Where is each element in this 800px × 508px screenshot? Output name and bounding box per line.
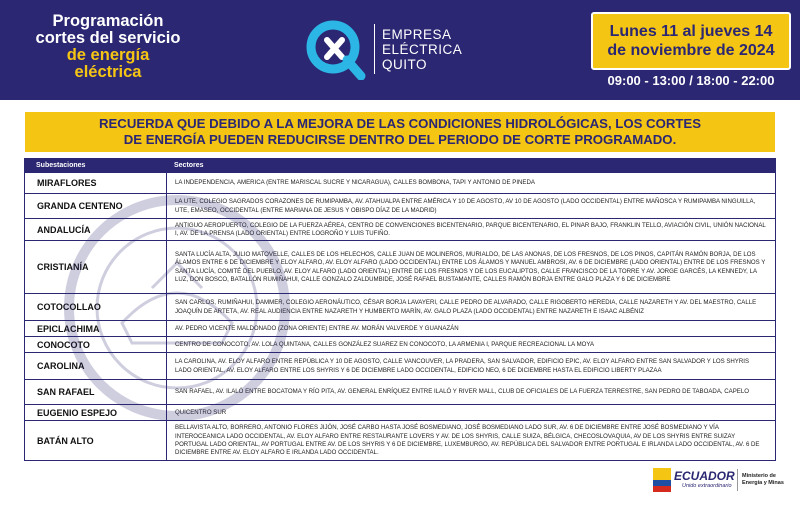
substation-name: CONOCOTO xyxy=(25,337,167,352)
substation-name: COTOCOLLAO xyxy=(25,294,167,320)
sector-text: CENTRO DE CONOCOTO, AV. LOLA QUINTANA, CALLES GONZÁLEZ SUAREZ EN CONOCOTO, LA ARMENIA I, PARQUE RECREACIONAL LA MOYA xyxy=(175,340,595,348)
date-line-1: Lunes 11 al jueves 14 xyxy=(609,23,773,40)
table-row xyxy=(24,421,776,461)
sector-text: SANTA LUCÍA ALTA, JULIO MATOVELLE, CALLES DE LOS HELECHOS, CALLE JUAN DE MOLINEROS, MURIALDO, DE LAS ANONAS, DE LOS FRESNOS, DE LOS PINOS, CAPITÁN RAMÓN BORJA, DE LOS ÁLAMOS ENTRE 6 DE DICIEMBRE Y ELOY ALFARO, AV. ELOY ALFARO (LADO OCCIDENTAL) ENTRE LOS ÁLAMOS Y MANUEL AMBROSI, AV. 6 DE DICIEMBRE (LADO ORIENTAL) ENTRE DE LOS FRESNOS Y SANTA LUCÍA, COMITÉ DEL PUEBLO, AV. ELOY ALFARO (LADO ORIENTAL) ENTRE DE LOS FRESNOS Y DE LOS EUCALIPTOS, CALLE FRANCISCO DE LA TORRE Y AV. JORGE GARCÉS, LA KENNEDY, LA LUZ, DON BOSCO, BATALLÓN RUMIÑAHUI, CALLE GONZALO ZALDUMBIDE, JOSÉ RAFAEL BUSTAMANTE, CALLES RAMÓN BORJA ENTRE GALO PLAZA Y 6 DE DICIEMBRE xyxy=(175,250,766,283)
ecuador-ministry-logo xyxy=(653,466,788,494)
government-seal-icon xyxy=(62,193,292,423)
program-title xyxy=(33,13,183,81)
sector-list xyxy=(167,421,775,460)
sector-text: SAN CARLOS, RUMIÑAHUI, DAMMER, COLEGIO AERONÁUTICO, CÉSAR BORJA LAVAYERI, CALLE PEDRO DE ALVARADO, CALLE RIGOBERTO HEREDIA, CALLE NAZARETH Y AV. DEL MAESTRO, CALLE JOAQUÍN DE ARTETA, AV. REAL AUDIENCIA ENTRE NAZARETH Y HUMBERTO MARÍN, AV. GALO PLAZA (LADO OCCIDENTAL) ENTRE NAZARETH E ISAAC ALBÉNIZ xyxy=(175,299,757,315)
table-header xyxy=(24,158,776,173)
header-sectors: Sectores xyxy=(174,162,204,169)
substation-name: CAROLINA xyxy=(25,353,167,379)
sector-text: LA INDEPENDENCIA, AMERICA (ENTRE MARISCAL SUCRE Y NICARAGUA), CALLES BOMBONA, TAPI Y ANTONIO DE PINEDA xyxy=(175,179,535,187)
substation-name: BATÁN ALTO xyxy=(25,421,167,460)
substation-name: ANDALUCÍA xyxy=(25,219,167,240)
header-banner xyxy=(0,0,800,100)
country-brand: ECUADOR xyxy=(674,469,735,483)
sector-text: BELLAVISTA ALTO, BORRERO, ANTONIO FLORES JIJÓN, JOSÉ CARBO HASTA JOSÉ BOSMEDIANO, JOSÉ BOSMEDIANO LADO SUR, AV. 6 DE DICIEMBRE ENTRE JOSÉ BOSMEDIANO Y VÍA INTEROCEANICA LADO OCCIDENTAL, AV. ELOY ALFARO ENTRE RESTAURANTE LOVERS Y AV. DE LOS SHYRIS, CALLE SUIZA, BÉLGICA, CHECOSLOVAQUIA, AV DE LOS SHYRIS ENTRE SUIZAY PORTUGAL LADO ORIENTAL, AV PORTUGAL ENTRE AV. DE LOS SHYRIS Y 6 DE DICIEMBRE, LUXEMBURGO, AV. REPÚBLICA DEL SALVADOR ENTRE PORTUGAL E IRLANDA LADO OCCIDENTAL, AV. 6 DE DICIEMBRE ENTRE AV. ELOY ALFARO E IRLANDA LADO OCCIDENTAL. xyxy=(175,424,760,457)
ministry-line-1: Ministerio de xyxy=(742,473,776,479)
notice-line-1: RECUERDA QUE DEBIDO A LA MEJORA DE LAS CONDICIONES HIDROLÓGICAS, LOS CORTES xyxy=(98,116,702,131)
title-line-2: cortes del servicio xyxy=(35,29,181,47)
sector-text: QUICENTRO SUR xyxy=(175,408,227,416)
sector-text: SAN RAFAEL, AV. ILALÓ ENTRE BOCATOMA Y RÍO PITA, AV. GENERAL ENRÍQUEZ ENTRE ILALÓ Y RIVER MALL, CLUB DE OFICIALES DE LA FUERZA TERRESTRE, SAN PEDRO DE TABOADA, CAPELO xyxy=(175,388,749,396)
notice-banner xyxy=(25,112,775,152)
ministry-name xyxy=(742,473,784,487)
sector-text: LA UTE, COLEGIO SAGRADOS CORAZONES DE RUMIPAMBA, AV. ATAHUALPA ENTRE AMÉRICA Y 10 DE AGOSTO, AV 10 DE AGOSTO (LADO OCCIDENTAL) ENTRE MAÑOSCA Y RUMIPAMBA NINGUILLA, UTE, EMASEO, OCCIDENTAL (ENTRE MARIANA DE JESUS Y OBISPO DÍAZ DE LA MADRID) xyxy=(175,198,756,214)
logo-divider xyxy=(374,24,375,74)
header-substations: Subestaciones xyxy=(36,162,86,169)
ministry-line-2: Energía y Minas xyxy=(742,480,784,486)
time-range: 09:00 - 13:00 / 18:00 - 22:00 xyxy=(607,73,775,88)
ecuador-flag-icon xyxy=(653,468,671,492)
date-line-2: de noviembre de 2024 xyxy=(607,42,775,59)
substation-name: CRISTIANÍA xyxy=(25,241,167,293)
table-row xyxy=(24,173,776,194)
company-line-2: ELÉCTRICA xyxy=(382,42,463,57)
substation-name: EPICLACHIMA xyxy=(25,321,167,336)
date-range-box xyxy=(591,12,791,70)
company-name xyxy=(382,27,462,72)
company-line-1: EMPRESA xyxy=(382,27,452,42)
sector-list xyxy=(167,173,775,193)
substation-name: EUGENIO ESPEJO xyxy=(25,405,167,420)
notice-line-2: DE ENERGÍA PUEDEN REDUCIRSE DENTRO DEL PERIODO DE CORTE PROGRAMADO. xyxy=(123,132,677,147)
sector-text: ANTIGUO AEROPUERTO, COLEGIO DE LA FUERZA AÉREA, CENTRO DE CONVENCIONES BICENTENARIO, PARQUE BICENTENARIO, EL PINAR BAJO, FRANKLIN TELLO, AVIACIÓN CIVIL, UNIÓN NACIONAL I, AV. DE LA PRENSA (LADO ORIENTAL) ENTRE LOGROÑO Y LUIS TUFIÑO. xyxy=(175,221,766,237)
substation-name: SAN RAFAEL xyxy=(25,380,167,404)
ministry-divider xyxy=(737,469,738,491)
title-line-1: Programación xyxy=(52,12,164,30)
sector-text: AV. PEDRO VICENTE MALDONADO (ZONA ORIENTE) ENTRE AV. MORÁN VALVERDE Y GUANAZÁN xyxy=(175,324,459,332)
sector-text: LA CAROLINA, AV. ELOY ALFARO ENTRE REPÚBLICA Y 10 DE AGOSTO, CALLE VANCOUVER, LA PRADERA, SAN SALVADOR, EDIFICIO EPIC, AV. ELOY ALFARO ENTRE SAN SALVADOR Y LOS SHYRIS LADO ORIENTAL, AV. ELOY ALFARO ENTRE LOS SHYRIS Y 6 DE DICIEMBRE LADO OCCIDENTAL, EDIFICIO NEO, 6 DE DICIEMBRE HASTA EL EDIFICIO LIBERTY PLAZAA xyxy=(175,358,750,374)
substation-name: MIRAFLORES xyxy=(25,173,167,193)
country-tagline: Unido extraordinario xyxy=(682,483,732,489)
eeq-logo-icon xyxy=(303,18,369,80)
title-line-3: de energía eléctrica xyxy=(66,46,150,81)
company-line-3: QUITO xyxy=(382,57,428,72)
company-logo xyxy=(303,18,473,80)
substation-name: GRANDA CENTENO xyxy=(25,194,167,218)
